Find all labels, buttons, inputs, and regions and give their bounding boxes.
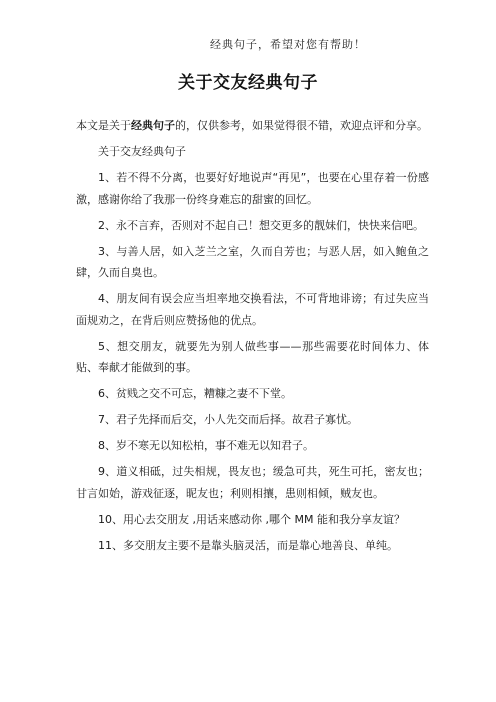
list-item: 3、与善人居，如入芝兰之室，久而自芳也；与恶人居，如入鲍鱼之肆，久而自臭也。 <box>76 244 429 279</box>
list-item: 10、用心去交朋友 ,用话来感动你 ,哪个 MM 能和我分享友谊？ <box>98 512 405 526</box>
list-item: 6、贫贱之交不可忘，糟糠之妻不下堂。 <box>98 387 292 400</box>
intro-suffix: 的，仅供参考，如果觉得很不错，欢迎点评和分享。 <box>175 119 428 132</box>
list-item: 9、道义相砥，过失相规，畏友也；缓急可共，死生可托，密友也；甘言如始，游戏征逐，昵友也；利则相攘，患则相倾，贼友也。 <box>76 465 429 500</box>
page-title: 关于交友经典句子 <box>178 73 318 93</box>
list-item: 5、想交朋友，就要先为别人做些事——那些需要花时间体力、体贴、奉献才能做到的事。 <box>76 339 429 374</box>
intro-prefix: 本文是关于 <box>76 119 131 132</box>
list-item: 4、朋友间有误会应当坦率地交换看法，不可背地诽谤；有过失应当面规劝之，在背后则应赞扬他的优点。 <box>76 292 429 327</box>
document-body <box>76 115 429 561</box>
list-item: 8、岁不寒无以知松柏，事不难无以知君子。 <box>98 439 314 452</box>
subtitle: 关于交友经典句子 <box>98 145 186 158</box>
intro-paragraph <box>76 115 429 137</box>
list-item: 11、多交朋友主要不是靠头脑灵活，而是靠心地善良、单纯。 <box>98 538 398 552</box>
list-item: 7、君子先择而后交，小人先交而后择。故君子寡忧。 <box>98 413 358 426</box>
intro-keyword: 经典句子 <box>131 119 175 132</box>
list-item: 1、若不得不分离，也要好好地说声“再见”，也要在心里存着一份感激，感谢你给了我那一份终身难忘的甜蜜的回忆。 <box>76 171 429 206</box>
header-note: 经典句子，希望对您有帮助！ <box>210 38 366 51</box>
list-item: 2、永不言弃，否则对不起自己！想交更多的靓妹们，快快来信吧。 <box>98 218 424 232</box>
